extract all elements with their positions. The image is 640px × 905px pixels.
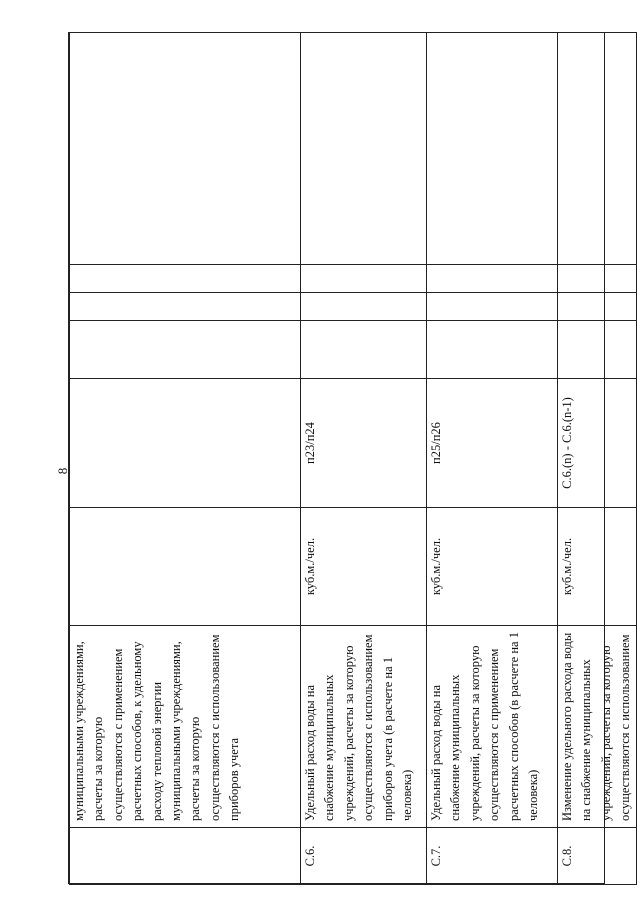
- row-number: [70, 828, 301, 885]
- row-description: муниципальными учреждениями, расчеты за которую осуществляются с применением расчетных способов, к удельному расходу тепловой энергии муниципальными учреждениями, расчеты за которую осуществляются с использованием приборов учета: [70, 626, 301, 828]
- row-description: Изменение удельного расхода воды на снабжение муниципальных учреждений, расчеты за которую осуществляются с использованием: [558, 626, 637, 828]
- row-description: Удельный расход воды на снабжение муниципальных учреждений, расчеты за которую осуществляются с использованием приборов учета (в расчете на 1 человека): [301, 626, 427, 828]
- empty-cell: [427, 265, 558, 293]
- row-unit: куб.м./чел.: [301, 508, 427, 626]
- empty-cell: [70, 33, 301, 265]
- table-row: [427, 33, 558, 885]
- empty-cell: [558, 265, 637, 293]
- row-unit: [70, 508, 301, 626]
- empty-cell: [70, 321, 301, 379]
- row-number: С.7.: [427, 828, 558, 885]
- empty-cell: [301, 265, 427, 293]
- row-number: С.8.: [558, 828, 637, 885]
- empty-cell: [427, 321, 558, 379]
- empty-cell: [427, 33, 558, 265]
- empty-cell: [558, 293, 637, 321]
- row-formula: п25/п26: [427, 379, 558, 508]
- empty-cell: [558, 33, 637, 265]
- empty-cell: [301, 293, 427, 321]
- empty-cell: [558, 321, 637, 379]
- table-row: [558, 33, 637, 885]
- row-unit: куб.м./чел.: [427, 508, 558, 626]
- row-description: Удельный расход воды на снабжение муниципальных учреждений, расчеты за которую осуществляются с применением расчетных способов (в расчете на 1 человека): [427, 626, 558, 828]
- empty-cell: [301, 321, 427, 379]
- table-row: [301, 33, 427, 885]
- rotated-table-content: [69, 33, 633, 885]
- row-number: С.6.: [301, 828, 427, 885]
- table-row: [70, 33, 301, 885]
- page-number: 8: [55, 467, 70, 475]
- empty-cell: [70, 265, 301, 293]
- empty-cell: [427, 293, 558, 321]
- empty-cell: [301, 33, 427, 265]
- row-unit: куб.м./чел.: [558, 508, 637, 626]
- doc-table: [69, 32, 637, 885]
- row-formula: п23/п24: [301, 379, 427, 508]
- row-formula: С.6.(n) - С.6.(n-1): [558, 379, 637, 508]
- empty-cell: [70, 293, 301, 321]
- row-formula: [70, 379, 301, 508]
- indicator-table: [68, 32, 633, 884]
